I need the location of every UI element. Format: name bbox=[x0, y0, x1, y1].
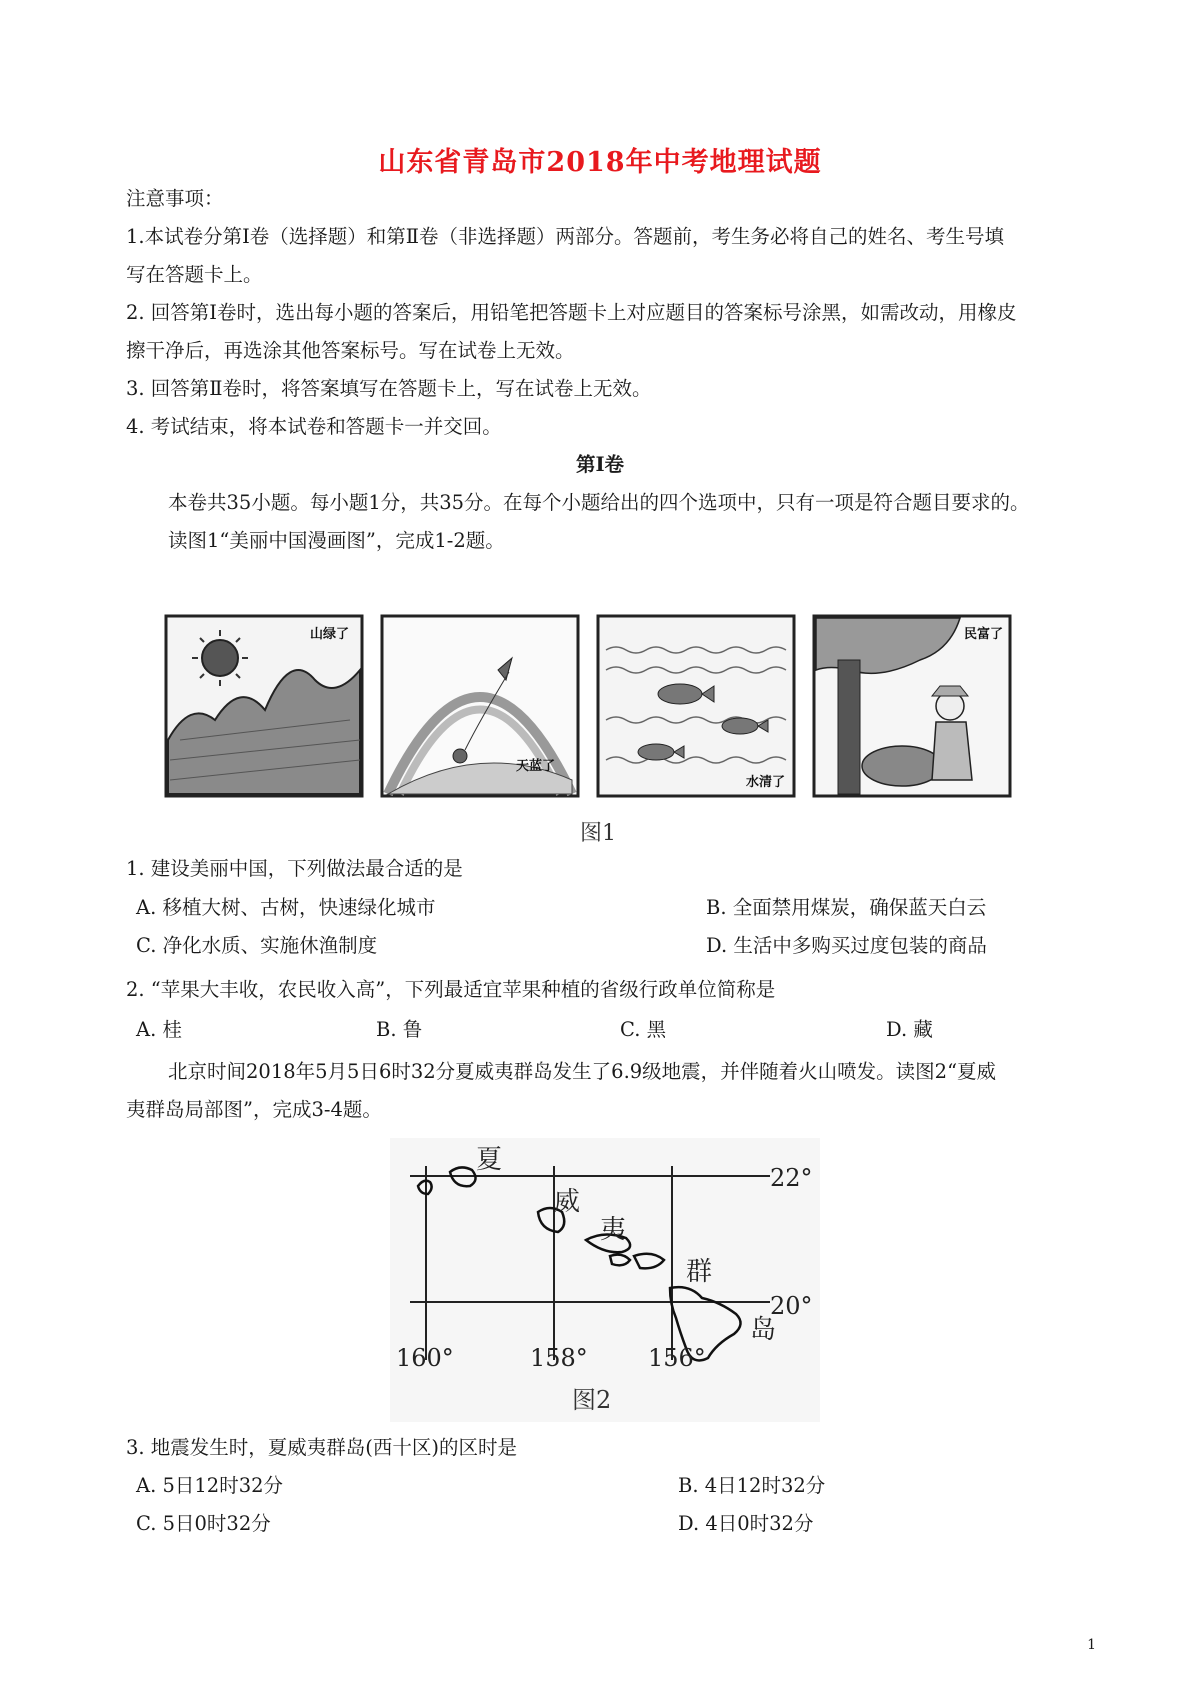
figure-2-hawaii-map bbox=[390, 1138, 820, 1422]
q1-option-d: D. 生活中多购买过度包装的商品 bbox=[706, 934, 987, 957]
q3-option-b: B. 4日12时32分 bbox=[678, 1474, 826, 1497]
map-char: 威 bbox=[554, 1187, 581, 1217]
q2-option-b: B. 鲁 bbox=[376, 1018, 423, 1041]
map-char: 夏 bbox=[476, 1145, 503, 1175]
map-char: 群 bbox=[686, 1257, 713, 1287]
q2-option-a: A. 桂 bbox=[136, 1018, 182, 1041]
q1-option-b: B. 全面禁用煤炭，确保蓝天白云 bbox=[706, 896, 987, 919]
notice-line: 擦干净后，再选涂其他答案标号。写在试卷上无效。 bbox=[126, 339, 575, 362]
panel-label: 民富了 bbox=[964, 627, 1004, 642]
question-3-stem: 3. 地震发生时，夏威夷群岛(西十区)的区时是 bbox=[126, 1436, 518, 1459]
latitude-label: 20° bbox=[770, 1292, 813, 1320]
q3-option-d: D. 4日0时32分 bbox=[678, 1512, 814, 1535]
section-title: 第Ⅰ卷 bbox=[575, 453, 625, 476]
q1-option-a: A. 移植大树、古树，快速绿化城市 bbox=[136, 896, 436, 919]
figure-1-cartoon bbox=[160, 610, 1040, 850]
map-char: 岛 bbox=[750, 1315, 777, 1345]
section-intro: 本卷共35小题。每小题1分，共35分。在每个小题给出的四个选项中，只有一项是符合题目要求的。 bbox=[168, 491, 1030, 514]
q3-option-a: A. 5日12时32分 bbox=[136, 1474, 284, 1497]
panel-farmer bbox=[814, 616, 1010, 796]
figure-caption: 图1 bbox=[580, 821, 616, 846]
question-2-stem: 2. “苹果大丰收，农民收入高”，下列最适宜苹果种植的省级行政单位简称是 bbox=[126, 978, 776, 1001]
q1-option-c: C. 净化水质、实施休渔制度 bbox=[136, 934, 378, 957]
notice-line: 1.本试卷分第Ⅰ卷（选择题）和第Ⅱ卷（非选择题）两部分。答题前，考生务必将自己的姓名、考生号填 bbox=[126, 225, 1005, 248]
panel-label: 水清了 bbox=[746, 775, 786, 790]
notice-line: 3. 回答第Ⅱ卷时，将答案填写在答题卡上，写在试卷上无效。 bbox=[126, 377, 652, 400]
notice-line: 2. 回答第Ⅰ卷时，选出每小题的答案后，用铅笔把答题卡上对应题目的答案标号涂黑，如需改动，用橡皮 bbox=[126, 301, 1017, 324]
figure-caption: 图2 bbox=[572, 1386, 612, 1414]
question-1-stem: 1. 建设美丽中国，下列做法最合适的是 bbox=[126, 857, 463, 880]
panel-label: 天蓝了 bbox=[516, 759, 556, 774]
latitude-label: 22° bbox=[770, 1164, 813, 1192]
longitude-label: 156° bbox=[648, 1344, 706, 1372]
notice-line: 4. 考试结束，将本试卷和答题卡一并交回。 bbox=[126, 415, 502, 438]
page-title: 山东省青岛市2018年中考地理试题 bbox=[378, 147, 822, 178]
passage-line: 北京时间2018年5月5日6时32分夏威夷群岛发生了6.9级地震，并伴随着火山喷发。读图2“夏威 bbox=[168, 1060, 997, 1083]
page-number: 1 bbox=[1087, 1637, 1096, 1653]
longitude-label: 160° bbox=[396, 1344, 454, 1372]
notice-line: 写在答题卡上。 bbox=[126, 263, 263, 286]
panel-water bbox=[598, 616, 794, 796]
passage-line: 夷群岛局部图”，完成3-4题。 bbox=[126, 1098, 382, 1121]
q2-option-c: C. 黑 bbox=[620, 1018, 667, 1041]
panel-mountains bbox=[166, 616, 362, 796]
q3-option-c: C. 5日0时32分 bbox=[136, 1512, 271, 1535]
longitude-label: 158° bbox=[530, 1344, 588, 1372]
panel-rainbow bbox=[382, 616, 578, 796]
map-char: 夷 bbox=[600, 1215, 627, 1245]
notice-heading: 注意事项： bbox=[126, 187, 224, 210]
panel-label: 山绿了 bbox=[310, 627, 350, 642]
q2-option-d: D. 藏 bbox=[886, 1018, 933, 1041]
read-figure1-instruction: 读图1“美丽中国漫画图”，完成1-2题。 bbox=[168, 529, 505, 552]
